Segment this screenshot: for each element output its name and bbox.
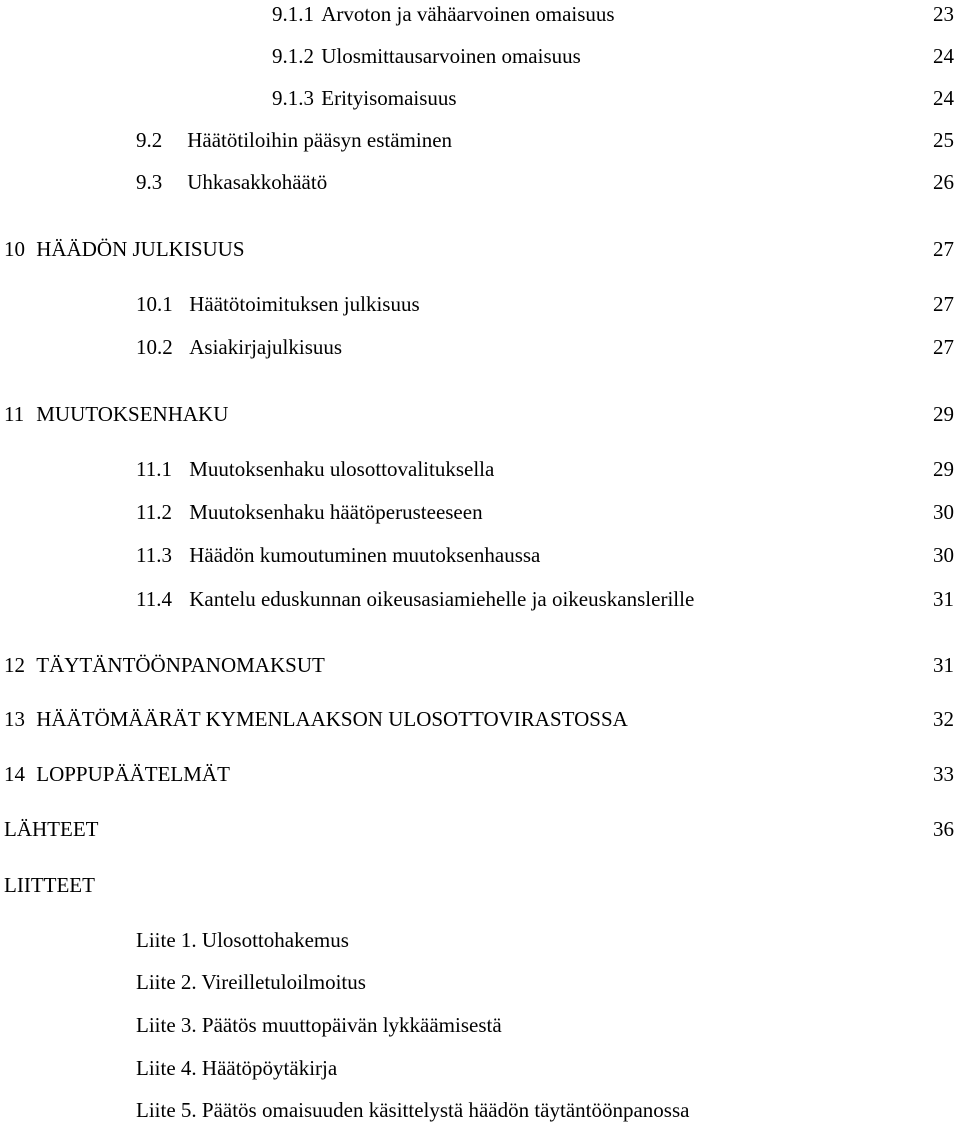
toc-entry-title: TÄYTÄNTÖÖNPANOMAKSUT (36, 653, 325, 677)
toc-entry-title: LÄHTEET (4, 817, 99, 841)
toc-entry-number: 12 (4, 653, 25, 677)
toc-chapter (0, 652, 960, 678)
toc-entry-page: 27 (933, 237, 954, 261)
toc-entry-title: Muutoksenhaku häätöperusteeseen (189, 500, 483, 524)
toc-chapter (0, 706, 960, 732)
appendix-item (0, 1097, 960, 1123)
toc-entry (0, 542, 960, 568)
toc-entry-page: 30 (933, 500, 954, 524)
toc-entry-number: 11 (4, 402, 25, 426)
toc-entry (0, 127, 960, 153)
appendix-title: Liite 1. Ulosottohakemus (136, 928, 349, 952)
toc-entry-number: 9.2 (136, 128, 163, 152)
toc-chapter (0, 816, 960, 842)
appendix-title: Liite 5. Päätös omaisuuden käsittelystä häädön täytäntöönpanossa (136, 1098, 690, 1122)
toc-entry-number: 14 (4, 762, 25, 786)
toc-entry-number: 13 (4, 707, 25, 731)
toc-entry-page: 30 (933, 543, 954, 567)
toc-entry-page: 31 (933, 653, 954, 677)
toc-entry-number: 9.1.3 (272, 86, 314, 110)
toc-entry-number: 10.1 (136, 292, 173, 316)
toc-entry-number: 10.2 (136, 335, 173, 359)
toc-entry (0, 586, 960, 612)
appendix-title: Liite 2. Vireilletuloilmoitus (136, 970, 366, 994)
toc-chapter (0, 872, 960, 898)
toc-entry-number: 9.3 (136, 170, 163, 194)
appendix-item (0, 969, 960, 995)
toc-entry-title: Uhkasakkohäätö (187, 170, 328, 194)
toc-entry (0, 1, 960, 27)
appendix-item (0, 1012, 960, 1038)
toc-entry-page: 27 (933, 292, 954, 316)
toc-entry-title: HÄÄDÖN JULKISUUS (36, 237, 245, 261)
toc-chapter (0, 401, 960, 427)
toc-entry-page: 26 (933, 170, 954, 194)
toc-entry-page: 27 (933, 335, 954, 359)
toc-entry-page: 29 (933, 457, 954, 481)
toc-entry-title: Kantelu eduskunnan oikeusasiamiehelle ja oikeuskanslerille (189, 587, 695, 611)
toc-entry-title: Arvoton ja vähäarvoinen omaisuus (321, 2, 615, 26)
toc-entry-title: LIITTEET (4, 873, 95, 897)
toc-chapter (0, 236, 960, 262)
toc-entry-number: 11.3 (136, 543, 172, 567)
toc-entry-title: LOPPUPÄÄTELMÄT (36, 762, 230, 786)
toc-entry-page: 25 (933, 128, 954, 152)
toc-entry (0, 85, 960, 111)
toc-entry-title: Erityisomaisuus (321, 86, 457, 110)
toc-chapter (0, 761, 960, 787)
toc-entry-page: 33 (933, 762, 954, 786)
toc-entry-title: Muutoksenhaku ulosottovalituksella (189, 457, 495, 481)
appendix-title: Liite 4. Häätöpöytäkirja (136, 1056, 338, 1080)
toc-entry-title: Asiakirjajulkisuus (189, 335, 343, 359)
appendix-title: Liite 3. Päätös muuttopäivän lykkäämisestä (136, 1013, 502, 1037)
toc-entry-number: 11.1 (136, 457, 172, 481)
toc-entry (0, 291, 960, 317)
toc-entry-number: 11.4 (136, 587, 172, 611)
toc-entry-number: 9.1.1 (272, 2, 314, 26)
toc-entry (0, 456, 960, 482)
toc-entry (0, 43, 960, 69)
toc-entry-title: Häätötiloihin pääsyn estäminen (187, 128, 453, 152)
toc-entry-number: 10 (4, 237, 25, 261)
appendix-item (0, 1055, 960, 1081)
toc-entry (0, 499, 960, 525)
toc-entry-title: Ulosmittausarvoinen omaisuus (321, 44, 581, 68)
toc-entry-title: MUUTOKSENHAKU (36, 402, 229, 426)
toc-entry-page: 31 (933, 587, 954, 611)
toc-entry-page: 23 (933, 2, 954, 26)
toc-entry-page: 29 (933, 402, 954, 426)
toc-entry (0, 334, 960, 360)
toc-entry-page: 32 (933, 707, 954, 731)
toc-entry-page: 36 (933, 817, 954, 841)
toc-entry-number: 11.2 (136, 500, 172, 524)
toc-entry-number: 9.1.2 (272, 44, 314, 68)
toc-entry-title: Häätötoimituksen julkisuus (189, 292, 420, 316)
toc-entry (0, 169, 960, 195)
toc-entry-page: 24 (933, 86, 954, 110)
toc-entry-title: Häädön kumoutuminen muutoksenhaussa (189, 543, 541, 567)
toc-entry-title: HÄÄTÖMÄÄRÄT KYMENLAAKSON ULOSOTTOVIRASTOSSA (36, 707, 628, 731)
toc-entry-page: 24 (933, 44, 954, 68)
appendix-item (0, 927, 960, 953)
